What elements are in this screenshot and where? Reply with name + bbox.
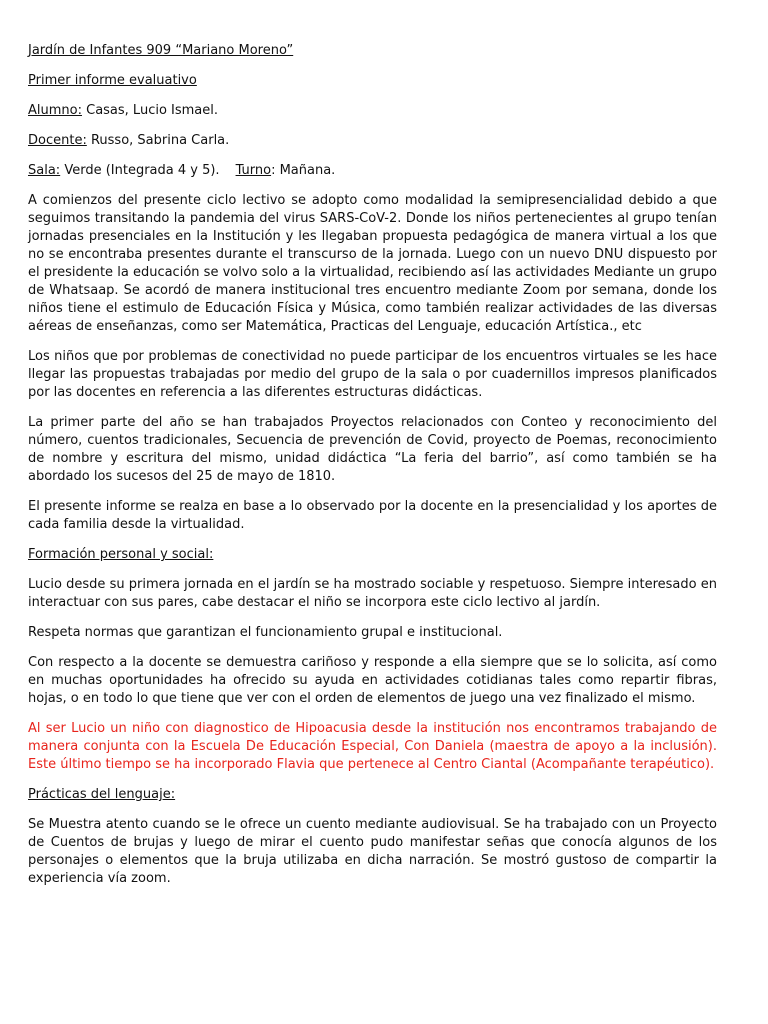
teacher-value: Russo, Sabrina Carla. [86, 133, 230, 148]
intro-paragraph: A comienzos del presente ciclo lectivo se adopto como modalidad la semipresencialidad debido a que seguimos transitando la pandemia del virus SARS-CoV-2. Donde los niños pertenecientes al grupo tenían jornadas presenciales en la Institución y les llegaban propuesta pedagógica de manera virtual a los que no se encontraba presentes durante el transcurso de la jornada. Luego con un nuevo DNU dispuesto por el presidente la educación se volvo solo a la virtualidad, recibiendo así las actividades Mediante un grupo de Whatsaap. Se acordó de manera institucional tres encuentro mediante Zoom por semana, donde los niños tiene el estimulo de Educación Física y Música, como también realizar actividades de las diversas aéreas de enseñanzas, como ser Matemática, Practicas del Lenguaje, educación Artística., etc [28, 193, 717, 334]
student-line [28, 102, 717, 120]
student-value: Casas, Lucio Ismael. [81, 103, 219, 118]
teacher-label: Docente: [28, 133, 87, 148]
personal-paragraph: Lucio desde su primera jornada en el jardín se ha mostrado sociable y respetuoso. Siempre interesado en interactuar con sus pares, cabe destacar el niño se incorpora este ciclo lectivo al jardín. [28, 577, 717, 610]
section-heading-language: Prácticas del lenguaje: [28, 787, 176, 802]
room-shift-line [28, 162, 717, 180]
shift-label: Turno [235, 163, 272, 178]
teacher-line [28, 132, 717, 150]
intro-paragraph: El presente informe se realza en base a lo observado por la docente en la presencialidad y los aportes de cada familia desde la virtualidad. [28, 499, 717, 532]
student-label: Alumno: [28, 103, 82, 118]
personal-paragraph: Respeta normas que garantizan el funcionamiento grupal e institucional. [28, 625, 503, 640]
shift-value: : Mañana. [271, 163, 336, 178]
language-paragraph: Se Muestra atento cuando se le ofrece un cuento mediante audiovisual. Se ha trabajado con un Proyecto de Cuentos de brujas y luego de mirar el cuento pudo manifestar señas que conocía algunos de los personajes o elementos que la bruja utilizaba en dicha narración. Se mostró gustoso de compartir la experiencia vía zoom. [28, 817, 717, 886]
room-value: Verde (Integrada 4 y 5). [60, 163, 220, 178]
highlight-paragraph: Al ser Lucio un niño con diagnostico de Hipoacusia desde la institución nos encontramos trabajando de manera conjunta con la Escuela De Educación Especial, Con Daniela (maestra de apoyo a la inclusión). Este último tiempo se ha incorporado Flavia que pertenece al Centro Ciantal (Acompañante terapéutico). [28, 721, 717, 772]
intro-paragraph: Los niños que por problemas de conectividad no puede participar de los encuentros virtuales se les hace llegar las propuestas trabajadas por medio del grupo de la sala o por cuadernillos impresos planificados por las docentes en referencia a las diferentes estructuras didácticas. [28, 349, 717, 400]
intro-paragraph: La primer parte del año se han trabajados Proyectos relacionados con Conteo y reconocimiento del número, cuentos tradicionales, Secuencia de prevención de Covid, proyecto de Poemas, reconocimiento de nombre y escritura del mismo, unidad didáctica “La feria del barrio”, así como también se ha abordado los sucesos del 25 de mayo de 1810. [28, 415, 717, 484]
room-label: Sala: [28, 163, 61, 178]
section-heading-personal: Formación personal y social: [28, 547, 214, 562]
report-title: Primer informe evaluativo [28, 73, 197, 88]
school-name: Jardín de Infantes 909 “Mariano Moreno” [28, 43, 294, 58]
personal-paragraph: Con respecto a la docente se demuestra cariñoso y responde a ella siempre que se lo solicita, así como en muchas oportunidades ha ofrecido su ayuda en actividades cotidianas tales como repartir fibras, hojas, o en todo lo que tiene que ver con el orden de elementos de juego una vez finalizado el mismo. [28, 655, 717, 706]
